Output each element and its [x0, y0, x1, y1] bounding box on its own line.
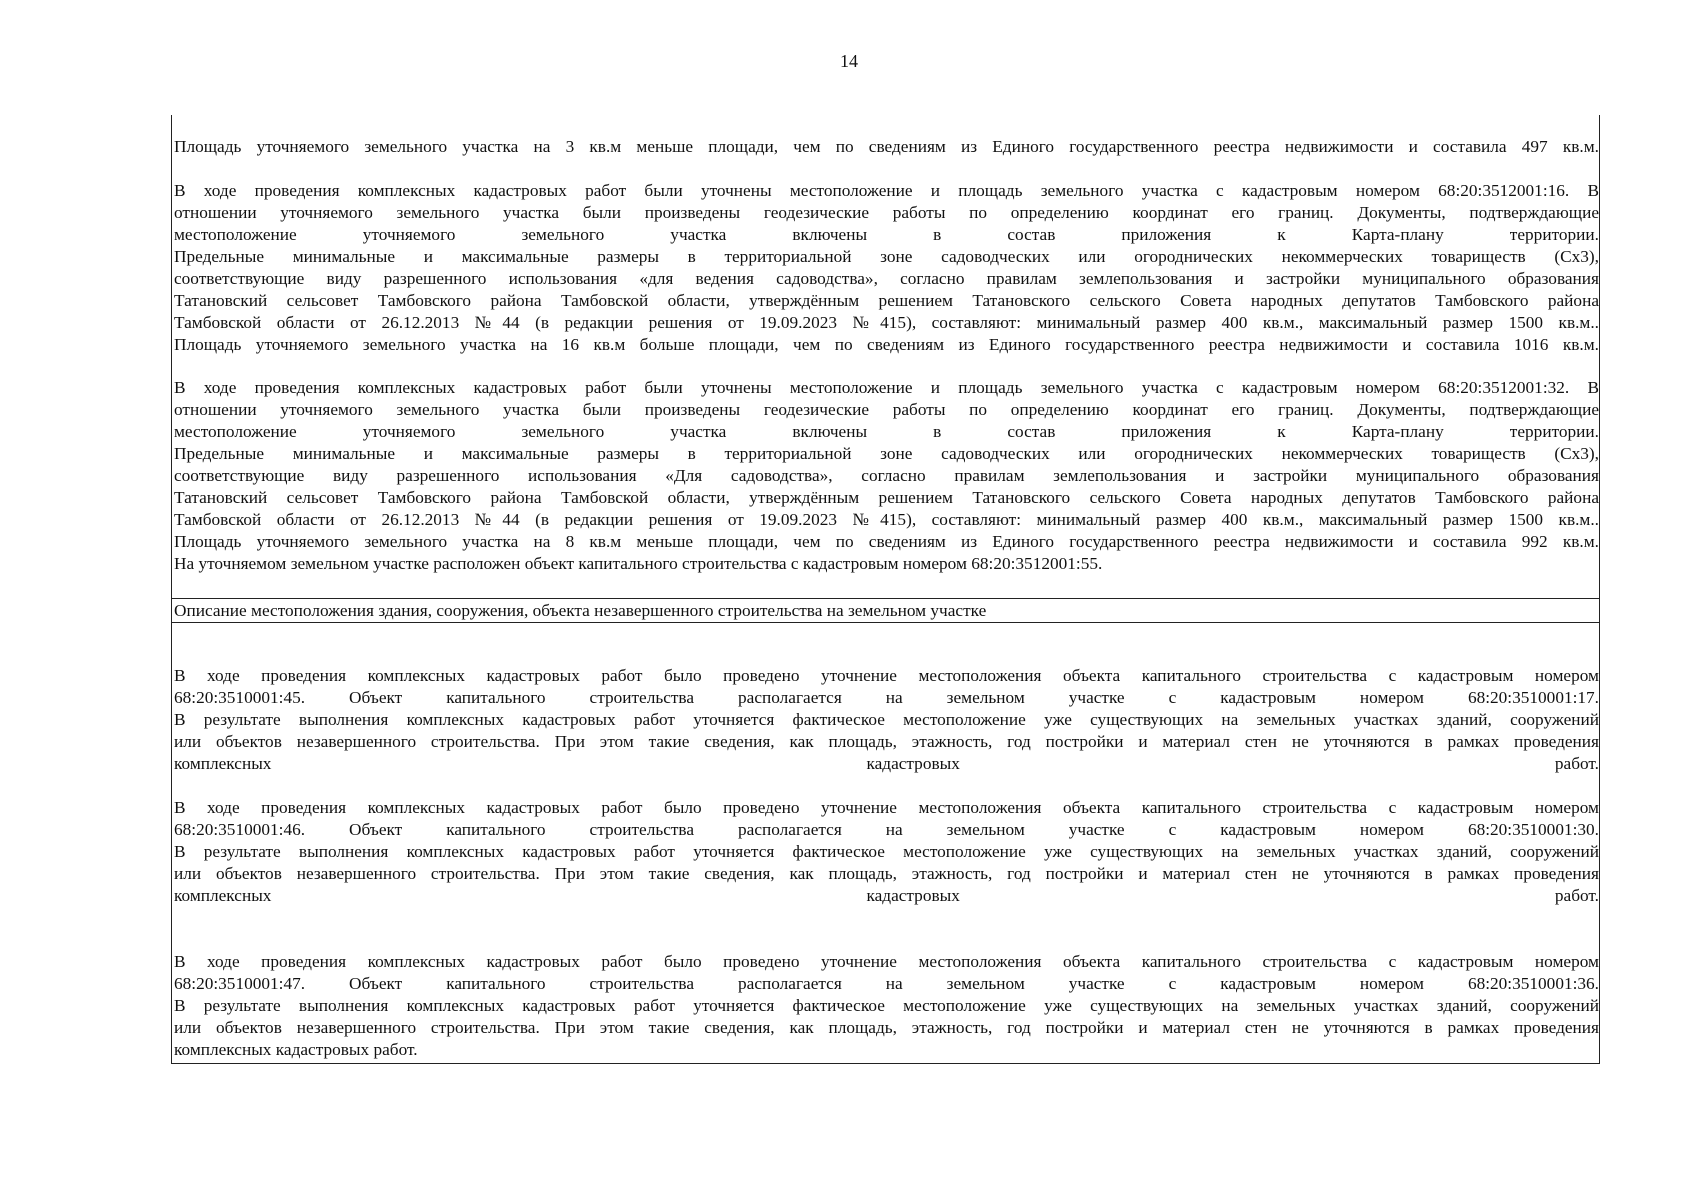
text-line: В ходе проведения комплексных кадастровых работ было проведено уточнение местоположения объекта капитального строительства с кадастровым номером: [174, 798, 1599, 817]
text-line: Площадь уточняемого земельного участка на 16 кв.м больше площади, чем по сведениям из Единого государственного реестра недвижимости и составила 1016 кв.м.: [174, 335, 1599, 354]
text-line: или объектов незавершенного строительства. При этом такие сведения, как площадь, этажность, год постройки и материал стен не уточняются в рамках проведения: [174, 864, 1599, 883]
text-line: В ходе проведения комплексных кадастровых работ были уточнены местоположение и площадь земельного участка с кадастровым номером 68:20:3512001:32. В: [174, 378, 1599, 397]
text-line: комплексных кадастровых работ.: [174, 1040, 418, 1059]
text-line: 68:20:3510001:46. Объект капитального строительства располагается на земельном участке с кадастровым номером 68:20:3510001:30.: [174, 820, 1599, 839]
text-line: отношении уточняемого земельного участка были произведены геодезические работы по определению координат его границ. Документы, подтверждающие: [174, 400, 1599, 419]
text-line: В ходе проведения комплексных кадастровых работ было проведено уточнение местоположения объекта капитального строительства с кадастровым номером: [174, 666, 1599, 685]
text-line: 68:20:3510001:45. Объект капитального строительства располагается на земельном участке с кадастровым номером 68:20:3510001:17.: [174, 688, 1599, 707]
text-line: Предельные минимальные и максимальные размеры в территориальной зоне садоводческих или огороднических некоммерческих товариществ (Сх3),: [174, 247, 1599, 266]
text-line: комплексных кадастровых работ.: [174, 886, 1599, 905]
paragraph-object-45: [174, 665, 1599, 775]
text-line: На уточняемом земельном участке расположен объект капитального строительства с кадастровым номером 68:20:3512001:55.: [174, 554, 1103, 573]
paragraph-area-497: [174, 136, 1599, 158]
paragraph-object-46: [174, 797, 1599, 907]
text-line: Татановский сельсовет Тамбовского района Тамбовской области, утверждённым решением Татановского сельского Совета народных депутатов Тамбовского района: [174, 291, 1599, 310]
text-line: В результате выполнения комплексных кадастровых работ уточняется фактическое местоположение уже существующих на земельных участках зданий, сооружений: [174, 710, 1599, 729]
page-number: 14: [840, 51, 858, 71]
section-header-row: [171, 598, 1600, 623]
paragraph-plot-16: [174, 180, 1599, 356]
text-line: В результате выполнения комплексных кадастровых работ уточняется фактическое местоположение уже существующих на земельных участках зданий, сооружений: [174, 996, 1599, 1015]
text-line: отношении уточняемого земельного участка были произведены геодезические работы по определению координат его границ. Документы, подтверждающие: [174, 203, 1599, 222]
text-line: 68:20:3510001:47. Объект капитального строительства располагается на земельном участке с кадастровым номером 68:20:3510001:36.: [174, 974, 1599, 993]
text-line: комплексных кадастровых работ.: [174, 754, 1599, 773]
paragraph-plot-32: [174, 377, 1599, 575]
text-line: В результате выполнения комплексных кадастровых работ уточняется фактическое местоположение уже существующих на земельных участках зданий, сооружений: [174, 842, 1599, 861]
text-line: Татановский сельсовет Тамбовского района Тамбовской области, утверждённым решением Татановского сельского Совета народных депутатов Тамбовского района: [174, 488, 1599, 507]
text-line: или объектов незавершенного строительства. При этом такие сведения, как площадь, этажность, год постройки и материал стен не уточняются в рамках проведения: [174, 732, 1599, 751]
text-line: Предельные минимальные и максимальные размеры в территориальной зоне садоводческих или огороднических некоммерческих товариществ (Сх3),: [174, 444, 1599, 463]
text-line: местоположение уточняемого земельного участка включены в состав приложения к Карта-плану территории.: [174, 225, 1599, 244]
text-line: или объектов незавершенного строительства. При этом такие сведения, как площадь, этажность, год постройки и материал стен не уточняются в рамках проведения: [174, 1018, 1599, 1037]
text-line: местоположение уточняемого земельного участка включены в состав приложения к Карта-плану территории.: [174, 422, 1599, 441]
text-line: соответствующие виду разрешенного использования «Для садоводства», согласно правилам землепользования и застройки муниципального образования: [174, 466, 1599, 485]
paragraph-object-47: [174, 951, 1599, 1061]
text-line: Площадь уточняемого земельного участка на 8 кв.м меньше площади, чем по сведениям из Единого государственного реестра недвижимости и составила 992 кв.м.: [174, 532, 1599, 551]
text-line: Площадь уточняемого земельного участка на 3 кв.м меньше площади, чем по сведениям из Единого государственного реестра недвижимости и составила 497 кв.м.: [174, 137, 1599, 156]
section-header: Описание местоположения здания, сооружения, объекта незавершенного строительства на земельном участке: [174, 601, 987, 620]
text-line: соответствующие виду разрешенного использования «для ведения садоводства», согласно правилам землепользования и застройки муниципального образования: [174, 269, 1599, 288]
text-line: В ходе проведения комплексных кадастровых работ были уточнены местоположение и площадь земельного участка с кадастровым номером 68:20:3512001:16. В: [174, 181, 1599, 200]
text-line: В ходе проведения комплексных кадастровых работ было проведено уточнение местоположения объекта капитального строительства с кадастровым номером: [174, 952, 1599, 971]
text-line: Тамбовской области от 26.12.2013 №44 (в редакции решения от 19.09.2023 №415), составляют: минимальный размер 400 кв.м., максимальный размер 1500 кв.м..: [174, 313, 1599, 332]
text-line: Тамбовской области от 26.12.2013 №44 (в редакции решения от 19.09.2023 №415), составляют: минимальный размер 400 кв.м., максимальный размер 1500 кв.м..: [174, 510, 1599, 529]
